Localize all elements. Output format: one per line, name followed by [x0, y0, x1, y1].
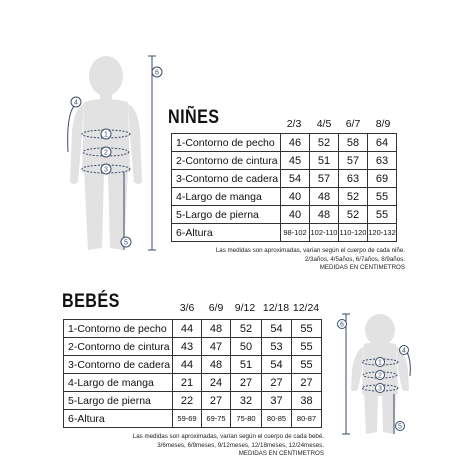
- note-ninos: [216, 247, 405, 273]
- svg-text:6: 6: [340, 321, 344, 329]
- section-title-ninos: NIÑES: [168, 107, 220, 128]
- svg-text:1: 1: [104, 131, 108, 139]
- cell-value: 63: [368, 152, 397, 170]
- table-row: [172, 170, 397, 188]
- cell-value: 52: [231, 320, 262, 338]
- cell-value: 110-120: [339, 224, 368, 242]
- table-row: [64, 392, 322, 410]
- table-row: [172, 224, 397, 242]
- row-label: 2-Contorno de cintura: [64, 338, 173, 356]
- svg-text:4: 4: [74, 99, 78, 107]
- cell-value: 120-132: [368, 224, 397, 242]
- cell-value: 75-80: [231, 410, 262, 428]
- row-label: 4-Largo de manga: [172, 188, 281, 206]
- cell-value: 43: [173, 338, 202, 356]
- cell-value: 40: [281, 188, 310, 206]
- size-header: 6/9: [208, 302, 224, 314]
- table-row: [64, 338, 322, 356]
- marker-hip: [101, 164, 111, 174]
- row-label: 2-Contorno de cintura: [172, 152, 281, 170]
- cell-value: 80-87: [292, 410, 322, 428]
- marker-height: [152, 67, 162, 77]
- row-label: 6-Altura: [64, 410, 173, 428]
- cell-value: 27: [262, 374, 292, 392]
- row-label: 4-Largo de manga: [64, 374, 173, 392]
- baby-body-figure: [336, 312, 416, 440]
- marker-chest: [101, 129, 111, 139]
- cell-value: 80-85: [262, 410, 292, 428]
- size-header: 9/12: [234, 302, 256, 314]
- cell-value: 57: [339, 152, 368, 170]
- cell-value: 22: [173, 392, 202, 410]
- size-header: 8/9: [375, 118, 391, 130]
- size-header: 6/7: [345, 118, 361, 130]
- cell-value: 55: [368, 188, 397, 206]
- svg-text:4: 4: [402, 347, 406, 355]
- cell-value: 50: [231, 338, 262, 356]
- cell-value: 46: [281, 134, 310, 152]
- note-bebes: [133, 433, 324, 459]
- svg-text:1: 1: [378, 359, 382, 367]
- note-line: Las medidas son aproximadas, varían según el cuerpo de cada niñe.: [215, 247, 405, 254]
- cell-value: 21: [173, 374, 202, 392]
- cell-value: 45: [281, 152, 310, 170]
- svg-text:5: 5: [398, 423, 402, 431]
- size-table-ninos: [171, 133, 397, 242]
- cell-value: 52: [339, 206, 368, 224]
- svg-text:6: 6: [155, 69, 159, 77]
- row-label: 1-Contorno de pecho: [172, 134, 281, 152]
- cell-value: 53: [262, 338, 292, 356]
- marker-leg: [121, 237, 131, 247]
- size-table-bebes: [63, 319, 322, 428]
- note-line: MEDIDAS EN CENTIMETROS: [319, 264, 405, 271]
- size-header: 12/18: [262, 302, 290, 314]
- marker-height: [338, 320, 347, 329]
- cell-value: 27: [292, 374, 322, 392]
- cell-value: 44: [173, 356, 202, 374]
- cell-value: 57: [310, 170, 339, 188]
- table-row: [172, 206, 397, 224]
- cell-value: 51: [231, 356, 262, 374]
- marker-waist: [101, 147, 111, 157]
- row-label: 5-Largo de pierna: [172, 206, 281, 224]
- row-label: 6-Altura: [172, 224, 281, 242]
- marker-leg: [396, 422, 405, 431]
- cell-value: 54: [262, 356, 292, 374]
- size-header: 2/3: [286, 118, 302, 130]
- cell-value: 48: [202, 320, 231, 338]
- cell-value: 98-102: [281, 224, 310, 242]
- cell-value: 102-110: [310, 224, 339, 242]
- cell-value: 59-69: [173, 410, 202, 428]
- cell-value: 52: [310, 134, 339, 152]
- svg-text:3: 3: [378, 385, 382, 393]
- cell-value: 24: [202, 374, 231, 392]
- size-header: 12/24: [292, 302, 320, 314]
- table-row: [64, 320, 322, 338]
- cell-value: 69-75: [202, 410, 231, 428]
- cell-value: 64: [368, 134, 397, 152]
- cell-value: 48: [202, 356, 231, 374]
- size-header: 3/6: [179, 302, 195, 314]
- cell-value: 27: [202, 392, 231, 410]
- cell-value: 55: [292, 338, 322, 356]
- table-row: [172, 152, 397, 170]
- table-row: [172, 134, 397, 152]
- marker-hip: [376, 384, 385, 393]
- row-label: 3-Contorno de cadera: [64, 356, 173, 374]
- cell-value: 40: [281, 206, 310, 224]
- cell-value: 38: [292, 392, 322, 410]
- cell-value: 47: [202, 338, 231, 356]
- svg-text:3: 3: [104, 166, 108, 174]
- cell-value: 52: [339, 188, 368, 206]
- child-body-figure: [62, 52, 172, 257]
- cell-value: 63: [339, 170, 368, 188]
- svg-text:2: 2: [104, 149, 108, 157]
- cell-value: 69: [368, 170, 397, 188]
- row-label: 5-Largo de pierna: [64, 392, 173, 410]
- cell-value: 55: [292, 356, 322, 374]
- cell-value: 44: [173, 320, 202, 338]
- row-label: 3-Contorno de cadera: [172, 170, 281, 188]
- svg-text:5: 5: [124, 239, 128, 247]
- cell-value: 37: [262, 392, 292, 410]
- svg-text:2: 2: [378, 372, 382, 380]
- cell-value: 54: [281, 170, 310, 188]
- note-line: Las medidas son aproximadas, varían según el cuerpo de cada bebé.: [132, 433, 324, 440]
- note-line: 2/3años, 4/5años, 6/7años, 8/9años.: [304, 255, 405, 263]
- marker-sleeve: [400, 346, 409, 355]
- cell-value: 51: [310, 152, 339, 170]
- cell-value: 48: [310, 206, 339, 224]
- section-title-bebes: BEBÉS: [62, 291, 120, 312]
- cell-value: 58: [339, 134, 368, 152]
- row-label: 1-Contorno de pecho: [64, 320, 173, 338]
- table-row: [64, 374, 322, 392]
- cell-value: 55: [292, 320, 322, 338]
- table-row: [64, 356, 322, 374]
- marker-sleeve: [71, 97, 81, 107]
- marker-waist: [376, 371, 385, 380]
- marker-chest: [376, 358, 385, 367]
- note-line: 3/6meses, 6/9meses, 9/12meses, 12/18meses, 12/24meses.: [157, 441, 324, 449]
- size-header: 4/5: [316, 118, 332, 130]
- note-line: MEDIDAS EN CENTIMETROS: [238, 450, 324, 457]
- cell-value: 55: [368, 206, 397, 224]
- cell-value: 27: [231, 374, 262, 392]
- cell-value: 54: [262, 320, 292, 338]
- cell-value: 48: [310, 188, 339, 206]
- table-row: [64, 410, 322, 428]
- cell-value: 32: [231, 392, 262, 410]
- table-row: [172, 188, 397, 206]
